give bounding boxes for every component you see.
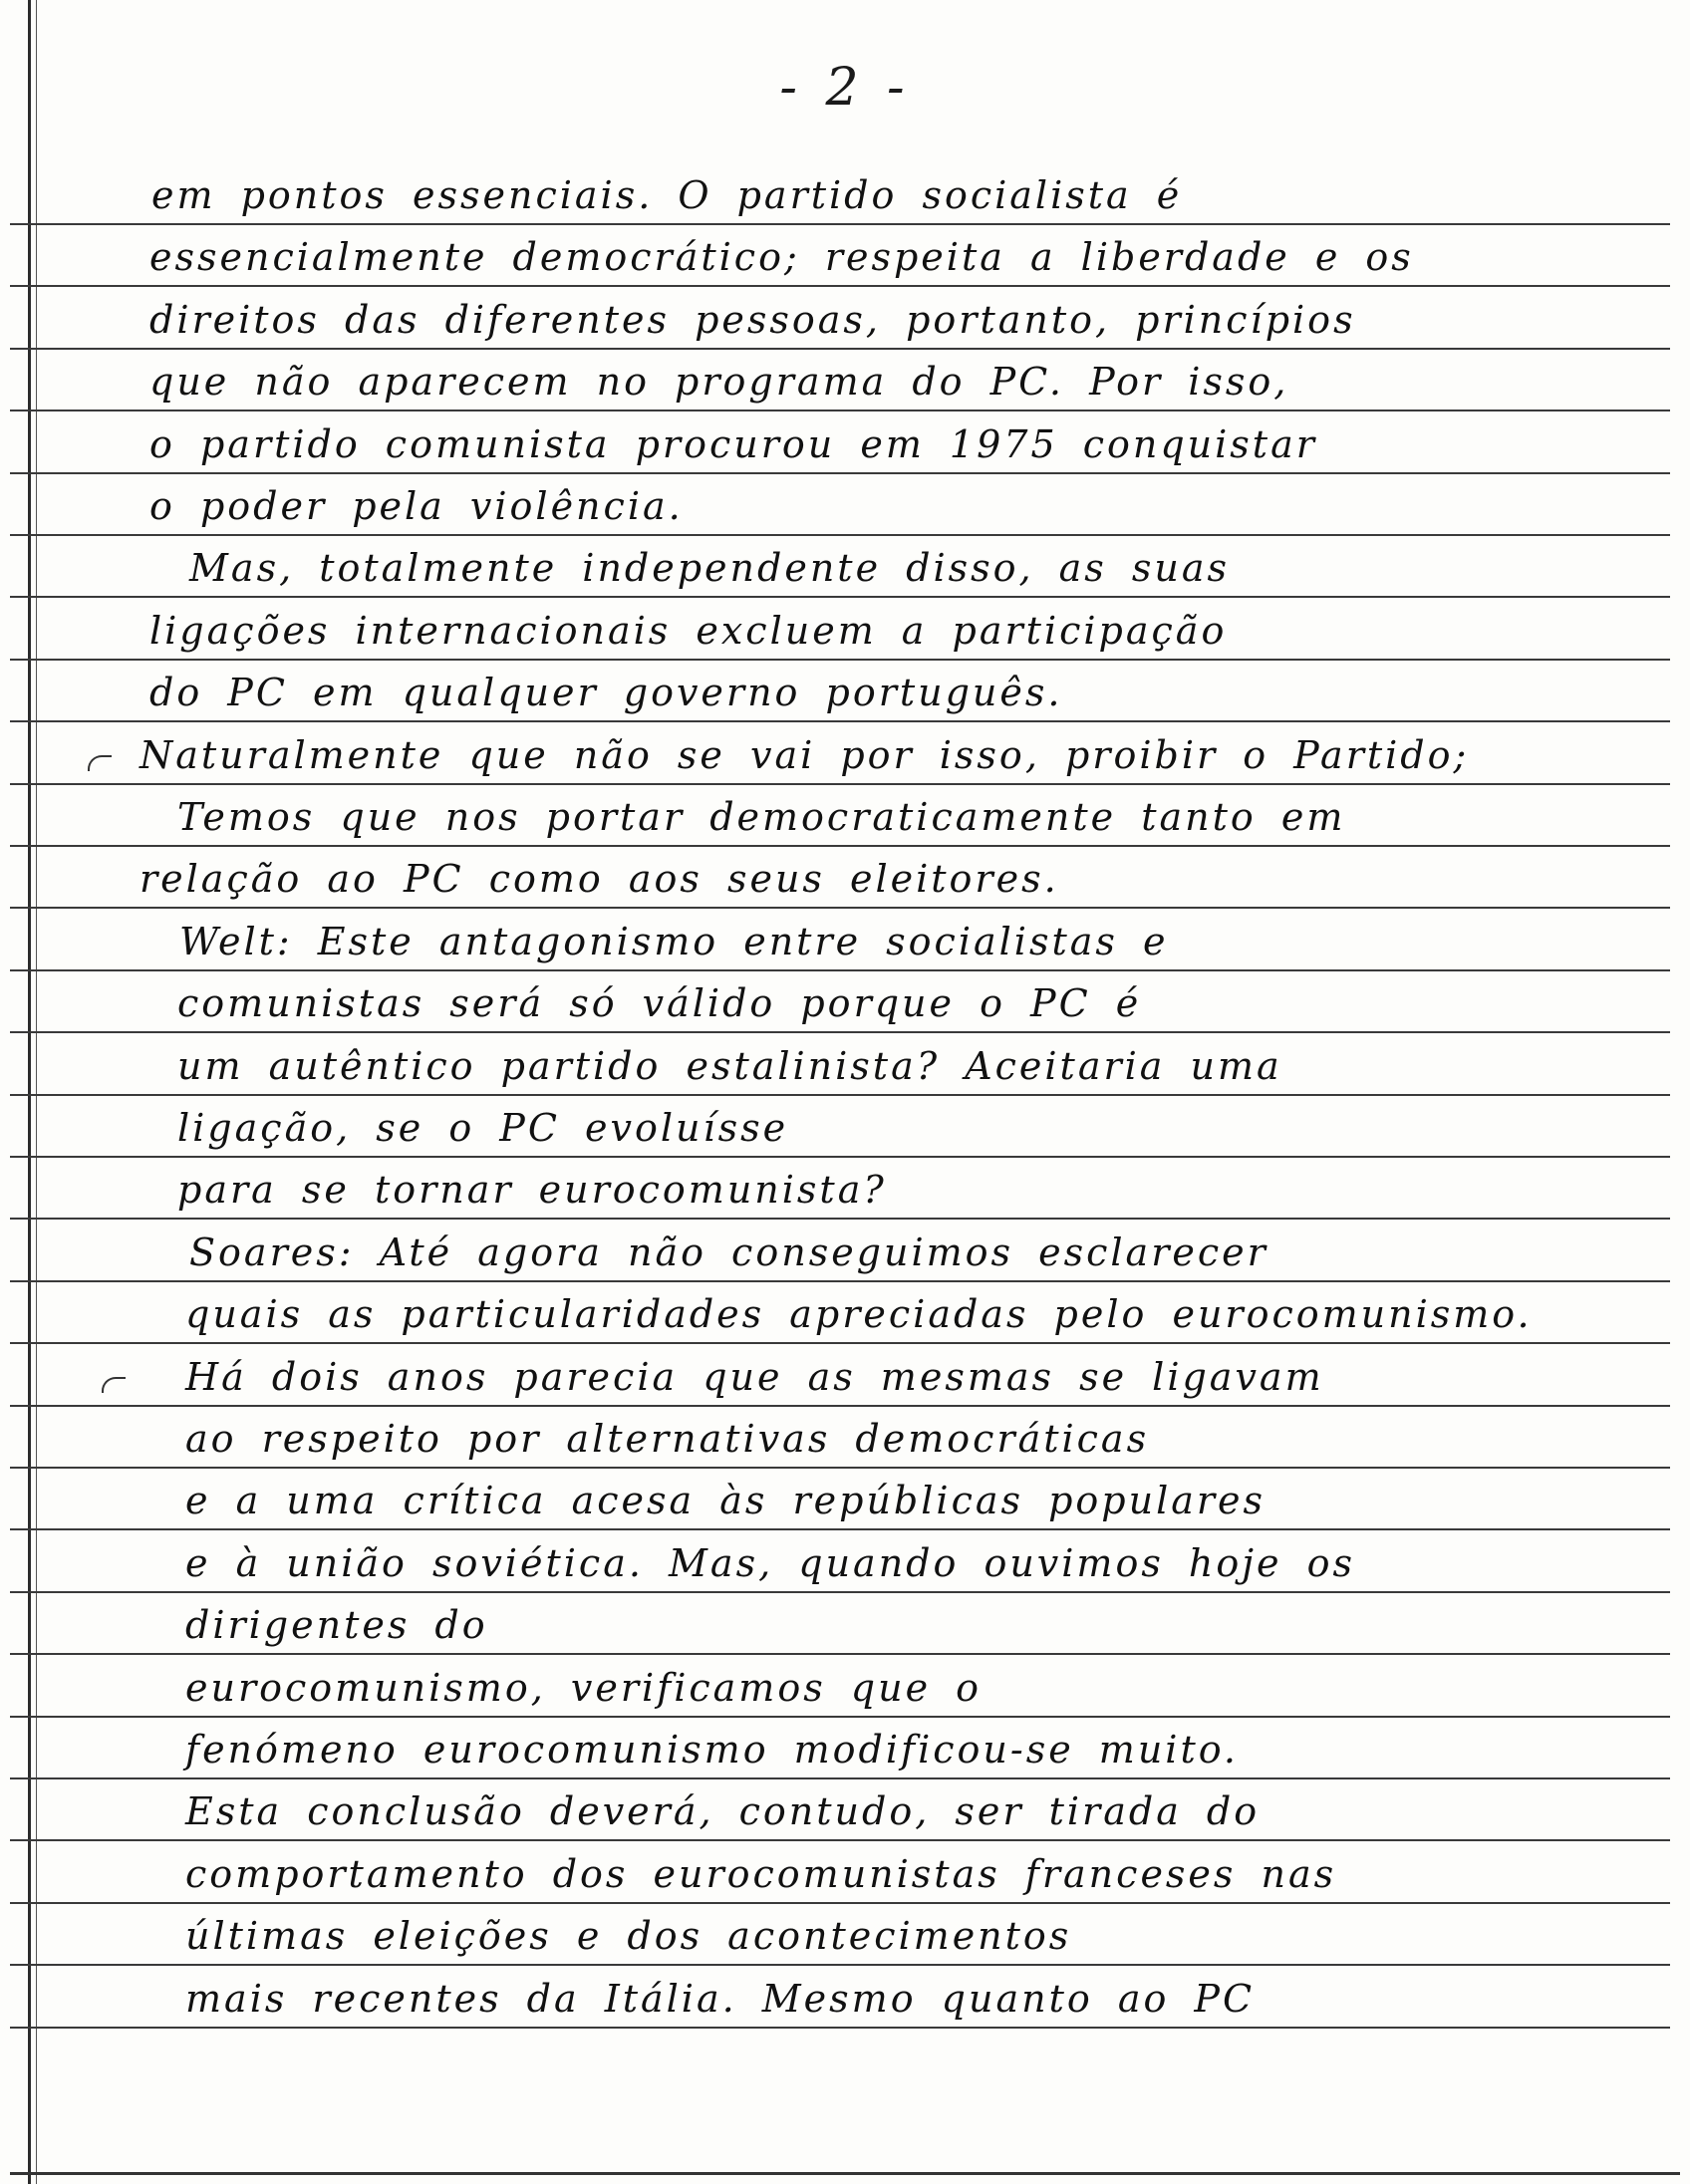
handwritten-text-line: ao respeito por alternativas democráticas bbox=[185, 1417, 1150, 1461]
handwritten-text-line: fenómeno eurocomunismo modificou-se muito. bbox=[185, 1728, 1240, 1772]
handwritten-text-line: ligações internacionais excluem a participação bbox=[149, 608, 1228, 653]
handwritten-text-line: direitos das diferentes pessoas, portanto, princípios bbox=[149, 297, 1356, 342]
handwritten-text-line: essencialmente democrático; respeita a liberdade e os bbox=[149, 235, 1414, 280]
handwritten-text-line: em pontos essenciais. O partido socialista é bbox=[151, 173, 1183, 217]
handwritten-text-line: para se tornar eurocomunista? bbox=[177, 1168, 887, 1213]
handwritten-text-line: últimas eleições e dos acontecimentos bbox=[185, 1914, 1072, 1959]
handwritten-text-line: comunistas será só válido porque o PC é bbox=[177, 981, 1142, 1026]
handwritten-text-line: Welt: Este antagonismo entre socialistas e bbox=[179, 919, 1169, 963]
handwritten-text-line: Mas, totalmente independente disso, as suas bbox=[189, 546, 1231, 591]
handwritten-text-line: Esta conclusão deverá, contudo, ser tirada do bbox=[185, 1789, 1261, 1834]
handwritten-text-line: Há dois anos parecia que as mesmas se ligavam bbox=[185, 1354, 1324, 1399]
handwritten-text-line: o poder pela violência. bbox=[149, 484, 684, 528]
handwritten-text-line: Naturalmente que não se vai por isso, proibir o Partido; bbox=[140, 732, 1470, 777]
handwritten-text-line: mais recentes da Itália. Mesmo quanto ao PC bbox=[185, 1976, 1256, 2021]
handwritten-text-line: Temos que nos portar democraticamente tanto em bbox=[177, 795, 1346, 839]
page-number: - 2 - bbox=[779, 58, 911, 118]
handwritten-text-line: quais as particularidades apreciadas pelo eurocomunismo. bbox=[185, 1292, 1533, 1337]
handwritten-text-line: e à união soviética. Mas, quando ouvimos hoje os bbox=[185, 1540, 1355, 1585]
handwritten-text-line: e a uma crítica acesa às repúblicas populares bbox=[185, 1479, 1267, 1523]
handwritten-text-line: comportamento dos eurocomunistas franceses nas bbox=[185, 1851, 1337, 1896]
handwritten-text-line: do PC em qualquer governo português. bbox=[149, 671, 1063, 715]
handwritten-text-line: um autêntico partido estalinista? Aceitaria uma bbox=[177, 1043, 1282, 1088]
handwritten-text-line: ligação, se o PC evoluísse bbox=[177, 1106, 789, 1150]
handwritten-text-line: dirigentes do bbox=[185, 1603, 488, 1648]
handwritten-text-line: relação ao PC como aos seus eleitores. bbox=[140, 857, 1059, 902]
handwritten-text-line: que não aparecem no programa do PC. Por isso, bbox=[149, 360, 1289, 405]
handwritten-text-line: o partido comunista procurou em 1975 conquistar bbox=[149, 421, 1317, 466]
bottom-rule bbox=[10, 2172, 1680, 2175]
ruled-line bbox=[0, 1951, 1690, 2029]
line-rule bbox=[10, 2027, 1670, 2029]
handwritten-text-line: eurocomunismo, verificamos que o bbox=[185, 1665, 983, 1710]
handwritten-text-line: Soares: Até agora não conseguimos esclarecer bbox=[189, 1229, 1268, 1274]
